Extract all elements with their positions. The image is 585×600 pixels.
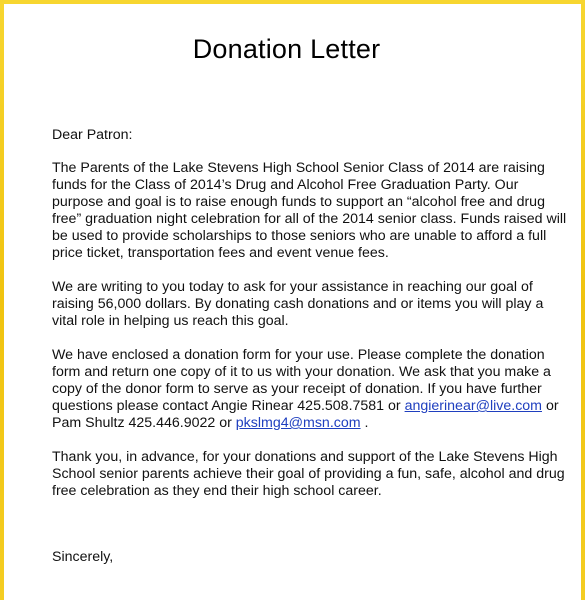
paragraph-contact: [52, 347, 572, 432]
contact-text: We have enclosed a donation form for your use. Please complete the donation form and return one copy of it to us with your donation. We ask that you make a copy of the donor form to serve as your receipt of donation. If you have further questions please contact Angie Rinear 425.508.7581 or: [52, 347, 551, 414]
email-link-angie[interactable]: angierinear@live.com: [404, 398, 542, 414]
paragraph-request: We are writing to you today to ask for your assistance in reaching our goal of raising 56,000 dollars. By donating cash donations and or items you will play a vital role in helping us reach this goal.: [52, 279, 544, 329]
contact-end-text: .: [360, 415, 369, 431]
letter-page: [4, 4, 581, 600]
paragraph-thanks: Thank you, in advance, for your donations and support of the Lake Stevens High School senior parents achieve their goal of providing a fun, safe, alcohol and drug free celebration as they end their high school career.: [52, 449, 565, 499]
paragraph-purpose: The Parents of the Lake Stevens High School Senior Class of 2014 are raising funds for the Class of 2014’s Drug and Alcohol Free Graduation Party. Our purpose and goal is to raise enough funds to support an “alcohol free and drug free” graduation night celebration for all of the 2014 senior class. Funds raised will be used to provide scholarships to those seniors who are unable to afford a full price ticket, transportation fees and event venue fees.: [52, 160, 567, 261]
closing: Sincerely,: [52, 549, 114, 565]
salutation: Dear Patron:: [52, 127, 133, 143]
page-title: Donation Letter: [192, 34, 381, 64]
email-link-pam[interactable]: pkslmg4@msn.com: [235, 415, 361, 431]
contact-middle-text: or Pam Shultz 425.446.9022 or: [52, 398, 559, 431]
letter-body: [52, 127, 572, 517]
